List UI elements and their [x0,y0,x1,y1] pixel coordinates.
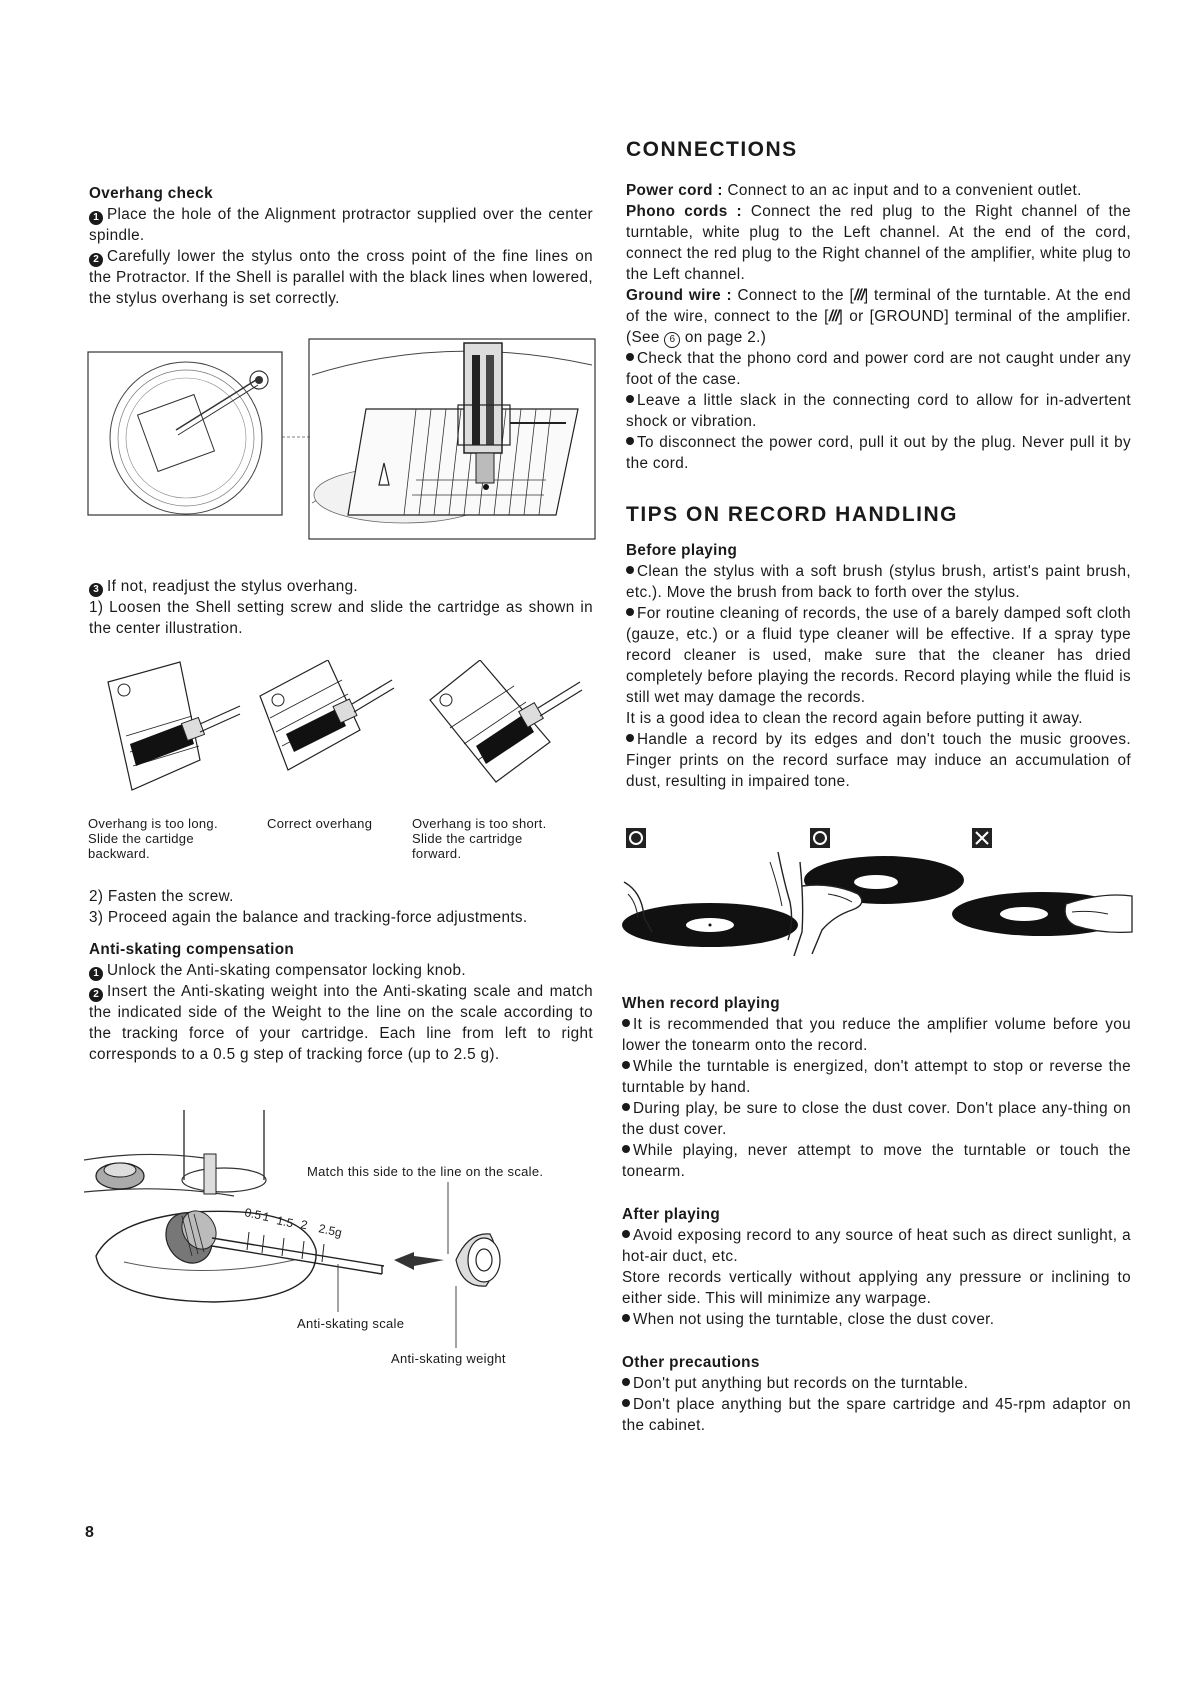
scale-tick-1-5: 1.5 [275,1213,295,1231]
overhang-step-3: 3 If not, readjust the stylus overhang. [89,576,593,597]
overhang-too-long-drawing [108,662,240,790]
bullet-icon [622,1378,630,1386]
bullet-icon [622,1399,630,1407]
bullet-icon [622,1230,630,1238]
bullet-icon [626,566,634,574]
scale-tick-1: 1 [261,1209,271,1225]
ground-wire-label: Ground wire : [626,287,732,304]
other-precautions-bullet-2: Don't place anything but the spare cartridge and 45-rpm adaptor on the cabinet. [622,1396,1131,1434]
bullet-icon [622,1061,630,1069]
step-marker-1b: 1 [89,967,103,981]
connections-bullet-2: Leave a little slack in the connecting cord to allow for in-advertent shock or vibration. [626,392,1131,430]
ground-symbol-icon-2: /// [828,308,839,325]
overhang-step-1: 1 Place the hole of the Alignment protractor supplied over the center spindle. [89,206,593,244]
record-handling-illustration [622,822,1134,962]
step-marker-2: 2 [89,253,103,267]
overhang-substep-3: 3) Proceed again the balance and tracking-force adjustments. [89,909,528,926]
antiskating-scale-label: Anti-skating scale [297,1316,405,1331]
caption-too-short: Overhang is too short. Slide the cartridge forward. [412,816,547,861]
overhang-heading: Overhang check [89,185,213,202]
before-playing-heading: Before playing [626,542,738,559]
phono-cords-paragraph: Phono cords : Connect the red plug to the Right channel of the turntable, white plug to the Left channel. At the end of the cord, connect the red plug to the Right channel of the amplifier, white plug to the Left channel. [626,203,1131,283]
connections-bullet-3: To disconnect the power cord, pull it out by the plug. Never pull it by the cord. [626,434,1131,472]
overhang-step-2: 2 Carefully lower the stylus onto the cross point of the fine lines on the Protractor. If the Shell is parallel with the black lines when lowered, the stylus overhang is set correctly. [89,248,593,307]
after-playing-bullet-1: Avoid exposing record to any source of heat such as direct sunlight, a hot-air duct, etc. [622,1227,1131,1265]
after-playing-heading: After playing [622,1206,721,1223]
power-cord-label: Power cord : [626,182,723,199]
after-playing-bullet-2: When not using the turntable, close the dust cover. [622,1309,1131,1330]
caption-too-long: Overhang is too long. Slide the cartidge backward. [88,816,218,861]
scale-tick-0-5: 0.5 [243,1205,263,1223]
when-playing-bullet-1: It is recommended that you reduce the amplifier volume before you lower the tonearm onto the record. [622,1016,1131,1054]
antiskating-step-1: 1 Unlock the Anti-skating compensator locking knob. [89,960,593,981]
bullet-icon [626,437,634,445]
tips-continued [622,993,1131,1436]
step-marker-2b: 2 [89,988,103,1002]
power-cord-paragraph: Power cord : Connect to an ac input and to a convenient outlet. [626,182,1082,199]
left-column [89,183,593,309]
ground-wire-paragraph: Ground wire : Connect to the [///] terminal of the turntable. At the end of the wire, connect to the [///] or [GROUND] terminal of the amplifier. (See 6 on page 2.) [626,287,1131,346]
scale-tick-2-5: 2.5g [317,1221,344,1240]
overhang-substep-1: 1) Loosen the Shell setting screw and slide the cartridge as shown in the center illustration. [89,599,593,637]
antiskating-step-2: 2 Insert the Anti-skating weight into the Anti-skating scale and match the indicated side of the Weight to the line on the scale according to the tracking force of your cartridge. Each line from left to right corresponds to a 0.5 g step of tracking force (up to 2.5 g). [89,983,593,1063]
bullet-icon [622,1103,630,1111]
overhang-final-steps [89,886,593,1065]
phono-cords-label: Phono cords : [626,203,742,220]
before-playing-bullet-2: For routine cleaning of records, the use of a barely damped soft cloth (gauze, etc.) or a fluid type cleaner will be effective. If a spray type record cleaner is used, make sure that the cleaner has dried completely before playing the records. Record playing while the fluid is still wet may damage the records. [626,605,1131,706]
bullet-icon [626,395,634,403]
antiskating-heading: Anti-skating compensation [89,941,295,958]
bullet-icon [622,1019,630,1027]
connections-title: CONNECTIONS [626,138,798,161]
right-column [626,137,1131,792]
when-playing-bullet-4: While playing, never attempt to move the turntable or touch the tonearm. [622,1142,1131,1180]
bullet-icon [622,1145,630,1153]
after-playing-note: Store records vertically without applying any pressure or inclining to either side. This will minimize any warpage. [622,1269,1131,1307]
other-precautions-heading: Other precautions [622,1354,760,1371]
bullet-icon [622,1314,630,1322]
step-marker-1: 1 [89,211,103,225]
caption-correct: Correct overhang [267,816,373,831]
antiskating-match-label: Match this side to the line on the scale. [307,1164,544,1179]
bullet-icon [626,734,634,742]
overhang-readjust [89,576,593,639]
overhang-too-short-drawing [430,660,582,782]
antiskating-illustration [84,1110,604,1380]
before-playing-bullet-1: Clean the stylus with a soft brush (stylus brush, artist's paint brush, etc.). Move the brush from back to forth over the stylus. [626,563,1131,601]
overhang-correct-drawing [260,660,394,770]
step-marker-3: 3 [89,583,103,597]
overhang-substep-2: 2) Fasten the screw. [89,888,234,905]
connections-bullet-1: Check that the phono cord and power cord are not caught under any foot of the case. [626,350,1131,388]
before-playing-note: It is a good idea to clean the record again before putting it away. [626,710,1083,727]
antiskating-weight-label: Anti-skating weight [391,1351,506,1366]
bullet-icon [626,608,634,616]
protractor-illustration [86,335,598,545]
scale-tick-2: 2 [299,1217,309,1233]
tips-title: TIPS ON RECORD HANDLING [626,503,959,526]
when-playing-heading: When record playing [622,995,780,1012]
ground-symbol-icon: /// [854,287,864,304]
bullet-icon [626,353,634,361]
when-playing-bullet-2: While the turntable is energized, don't attempt to stop or reverse the turntable by hand. [622,1058,1131,1096]
when-playing-bullet-3: During play, be sure to close the dust cover. Don't place any-thing on the dust cover. [622,1100,1131,1138]
before-playing-bullet-3: Handle a record by its edges and don't touch the music grooves. Finger prints on the record surface may induce an accumulation of dust, resulting in impaired tone. [626,731,1131,790]
other-precautions-bullet-1: Don't put anything but records on the turntable. [622,1373,1131,1394]
circled-reference: 6 [664,332,680,348]
page-number: 8 [85,1524,94,1541]
overhang-comparison-illustration [100,660,600,820]
